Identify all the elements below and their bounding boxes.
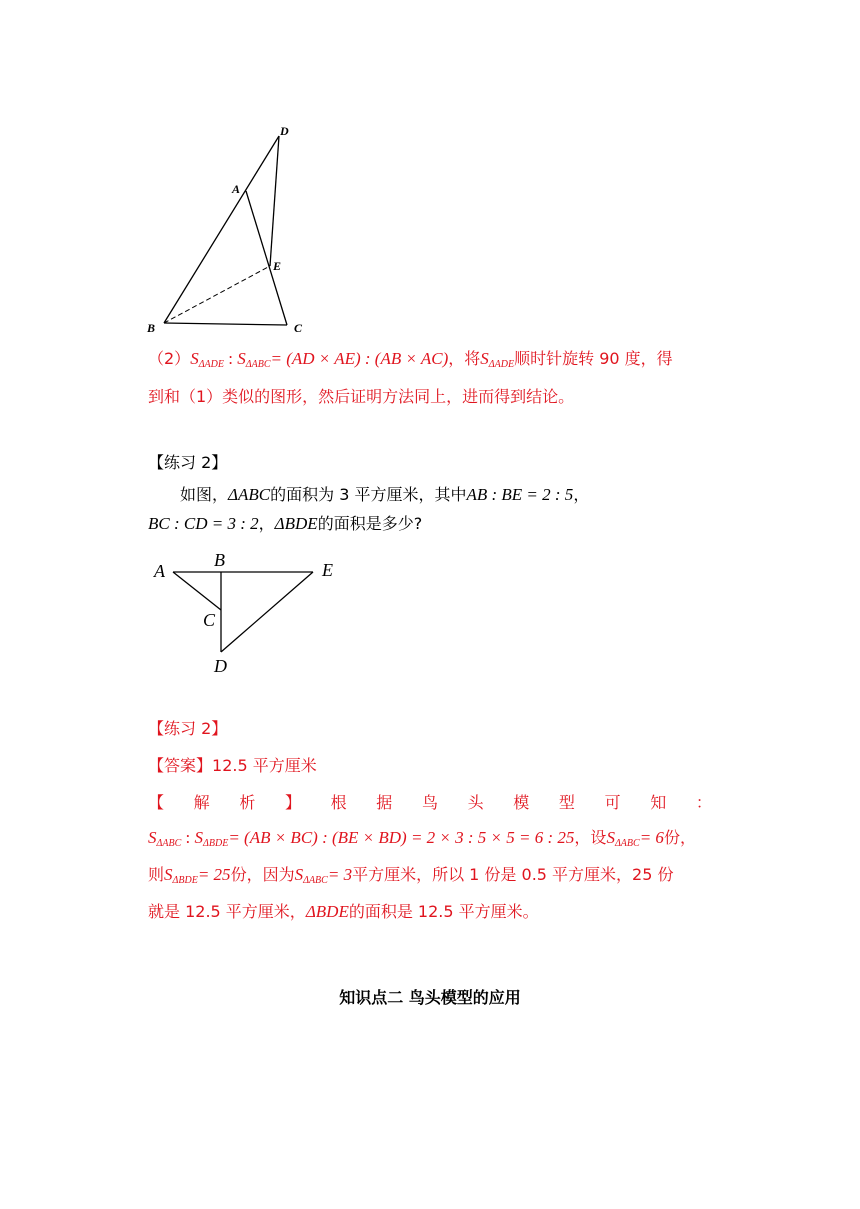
label-D: D (214, 656, 227, 676)
label-E: E (322, 560, 333, 580)
analysis-heading: 【 解 析 】 根 据 鸟 头 模 型 可 知 ： (148, 793, 712, 812)
figure-2-triangles (148, 548, 348, 678)
label-B: B (147, 321, 156, 335)
label-C: C (294, 321, 303, 335)
answer-title: 【练习 2】 (148, 719, 228, 738)
label-A: A (232, 182, 241, 196)
analysis-line4: 就是 12.5 平方厘米，ΔBDE的面积是 12.5 平方厘米。 (148, 902, 539, 921)
line-AC (173, 572, 221, 610)
exercise-question-line1: 如图，ΔABC的面积为 3 平方厘米，其中AB : BE = 2 : 5， (180, 485, 590, 504)
label-A: A (154, 561, 165, 581)
label-B: B (214, 550, 225, 570)
exercise-title: 【练习 2】 (148, 453, 228, 472)
section-heading: 知识点二 鸟头模型的应用 (339, 988, 521, 1007)
exercise-question-line2: BC : CD = 3 : 2，ΔBDE的面积是多少? (148, 514, 423, 533)
line-BD (164, 136, 282, 323)
part2-line1: $(2)S_{\Delta ADE}$ : $S_{\Delta ABC}= (AD \times AE)$ : (AB × AC)，将$S_{\Delta ADE}$顺时针旋转 90 度，得 (148, 349, 673, 370)
analysis-line2: $S_{\Delta ABC}$ : $S_{\Delta BDE}= (AB \times BC)$ : (BE × BD) = 2 × 3 : 5 × 5 = 6 : 25，设$S_{\Delta ABC}= 6$份， (148, 828, 696, 849)
label-D: D (280, 124, 289, 138)
answer-line: 【答案】12.5 平方厘米 (148, 756, 317, 775)
label-E: E (273, 259, 282, 273)
analysis-line3: 则$S_{\Delta BDE}= 25$份，因为$S_{\Delta ABC}= 3$平方厘米，所以 1 份是 0.5 平方厘米，25 份 (148, 865, 674, 886)
line-BC (164, 323, 287, 325)
label-C: C (203, 610, 216, 630)
part2-line2: 到和（1）类似的图形，然后证明方法同上，进而得到结论。 (148, 387, 575, 406)
figure-1-triangle (140, 118, 320, 340)
line-DE (270, 136, 279, 266)
line-AC (246, 191, 287, 325)
line-BE-dashed (164, 266, 270, 323)
line-DE (221, 572, 313, 652)
